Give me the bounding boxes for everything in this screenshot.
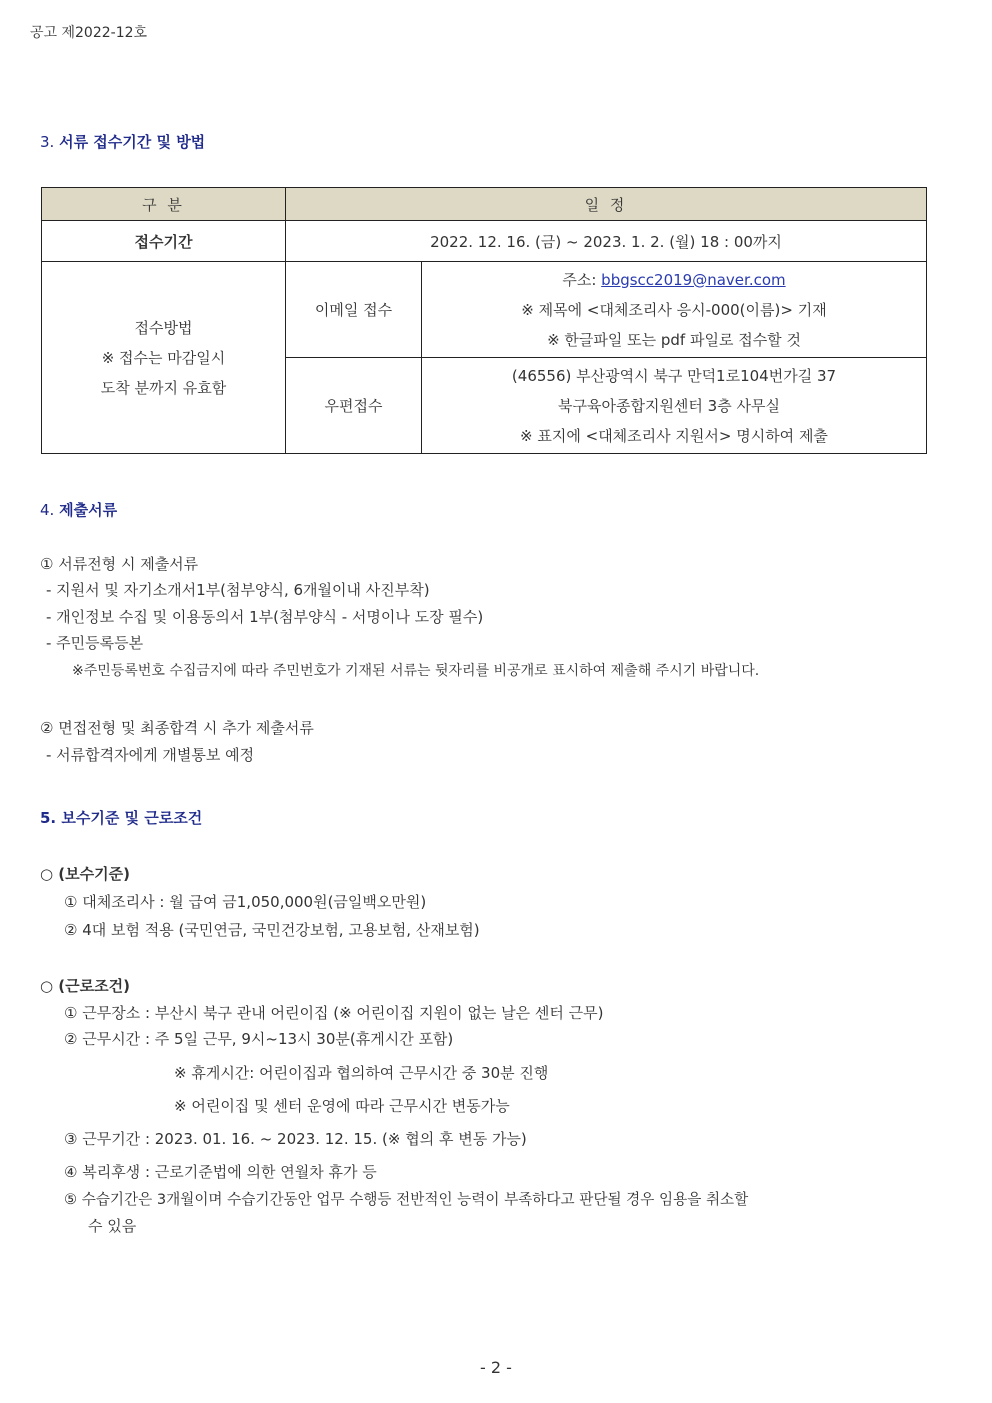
condition-item-2: ② 근무시간 : 주 5일 근무, 9시~13시 30분(휴게시간 포함) <box>64 1030 454 1048</box>
docs-item-1c: - 주민등록등본 <box>46 634 144 652</box>
email-line-3: ※ 한글파일 또는 pdf 파일로 접수할 것 <box>547 330 801 349</box>
schedule-table <box>41 187 927 454</box>
email-address-line <box>422 265 926 295</box>
section4-title-text: 제출서류 <box>59 501 118 519</box>
email-details <box>422 262 927 358</box>
post-label: 우편접수 <box>286 358 422 454</box>
post-line-2: 북구육아종합지원센터 3층 사무실 <box>558 396 780 415</box>
post-details <box>422 358 927 454</box>
method-cell <box>42 262 286 454</box>
condition-item-4: ④ 복리후생 : 근로기준법에 의한 연월차 휴가 등 <box>64 1163 377 1181</box>
condition-item-1: ① 근무장소 : 부산시 북구 관내 어린이집 (※ 어린이집 지원이 없는 날은 센터 근무) <box>64 1004 604 1022</box>
docs-item-2a: - 서류합격자에게 개별통보 예정 <box>46 746 255 764</box>
post-line-1: (46556) 부산광역시 북구 만덕1로104번가길 37 <box>511 366 837 385</box>
header-schedule: 일 정 <box>286 188 927 221</box>
pay-item-1: ① 대체조리사 : 월 급여 금1,050,000원(금일백오만원) <box>64 893 427 911</box>
condition-item-3: ③ 근무기간 : 2023. 01. 16. ~ 2023. 12. 15. (※ 협의 후 변동 가능) <box>64 1130 527 1148</box>
email-label: 이메일 접수 <box>286 262 422 358</box>
condition-item-5: ⑤ 수습기간은 3개월이며 수습기간동안 업무 수행등 전반적인 능력이 부족하다고 판단될 경우 임용을 취소할 <box>64 1191 749 1208</box>
section4-title <box>40 499 117 520</box>
conditions-title: ○ (근로조건) <box>40 977 130 995</box>
table-row-email <box>42 262 927 358</box>
method-label: 접수방법 <box>134 318 193 337</box>
method-note-2: 도착 분까지 유효함 <box>100 378 227 397</box>
section3-number: 3. <box>40 133 55 151</box>
docs-item-1-note: ※주민등록번호 수집금지에 따라 주민번호가 기재된 서류는 뒷자리를 비공개로 표시하여 제출해 주시기 바랍니다. <box>72 663 760 679</box>
section3-title <box>40 131 205 152</box>
header-category: 구 분 <box>42 188 286 221</box>
method-note-1: ※ 접수는 마감일시 <box>101 348 226 367</box>
email-prefix: 주소: <box>562 270 602 289</box>
period-value: 2022. 12. 16. (금) ~ 2023. 1. 2. (월) 18 : 00까지 <box>286 221 927 262</box>
section5-title: 5. 보수기준 및 근로조건 <box>40 809 203 827</box>
section3-title-text: 서류 접수기간 및 방법 <box>59 133 206 151</box>
docs-item-1: ① 서류전형 시 제출서류 <box>40 555 199 573</box>
docs-item-1b: - 개인정보 수집 및 이용동의서 1부(첨부양식 - 서명이나 도장 필수) <box>46 608 484 626</box>
pay-item-2: ② 4대 보험 적용 (국민연금, 국민건강보험, 고용보험, 산재보험) <box>64 921 480 939</box>
docs-item-1a: - 지원서 및 자기소개서1부(첨부양식, 6개월이내 사진부착) <box>46 581 430 599</box>
table-row-period <box>42 221 927 262</box>
post-line-3: ※ 표지에 <대체조리사 지원서> 명시하여 제출 <box>520 426 828 445</box>
condition-item-2-note-1: ※ 휴게시간: 어린이집과 협의하여 근무시간 중 30분 진행 <box>174 1064 549 1082</box>
condition-item-2-note-2: ※ 어린이집 및 센터 운영에 따라 근무시간 변동가능 <box>174 1097 510 1115</box>
notice-number: 공고 제2022-12호 <box>30 25 148 41</box>
period-label: 접수기간 <box>42 221 286 262</box>
page-number: - 2 - <box>480 1358 512 1377</box>
condition-item-5-continued: 수 있음 <box>88 1217 137 1235</box>
pay-title: ○ (보수기준) <box>40 865 130 883</box>
email-link[interactable]: bbgscc2019@naver.com <box>601 270 786 289</box>
docs-item-2: ② 면접전형 및 최종합격 시 추가 제출서류 <box>40 719 314 737</box>
email-line-2: ※ 제목에 <대체조리사 응시-000(이름)> 기재 <box>521 300 827 319</box>
table-header-row <box>42 188 927 221</box>
section4-number: 4. <box>40 501 55 519</box>
